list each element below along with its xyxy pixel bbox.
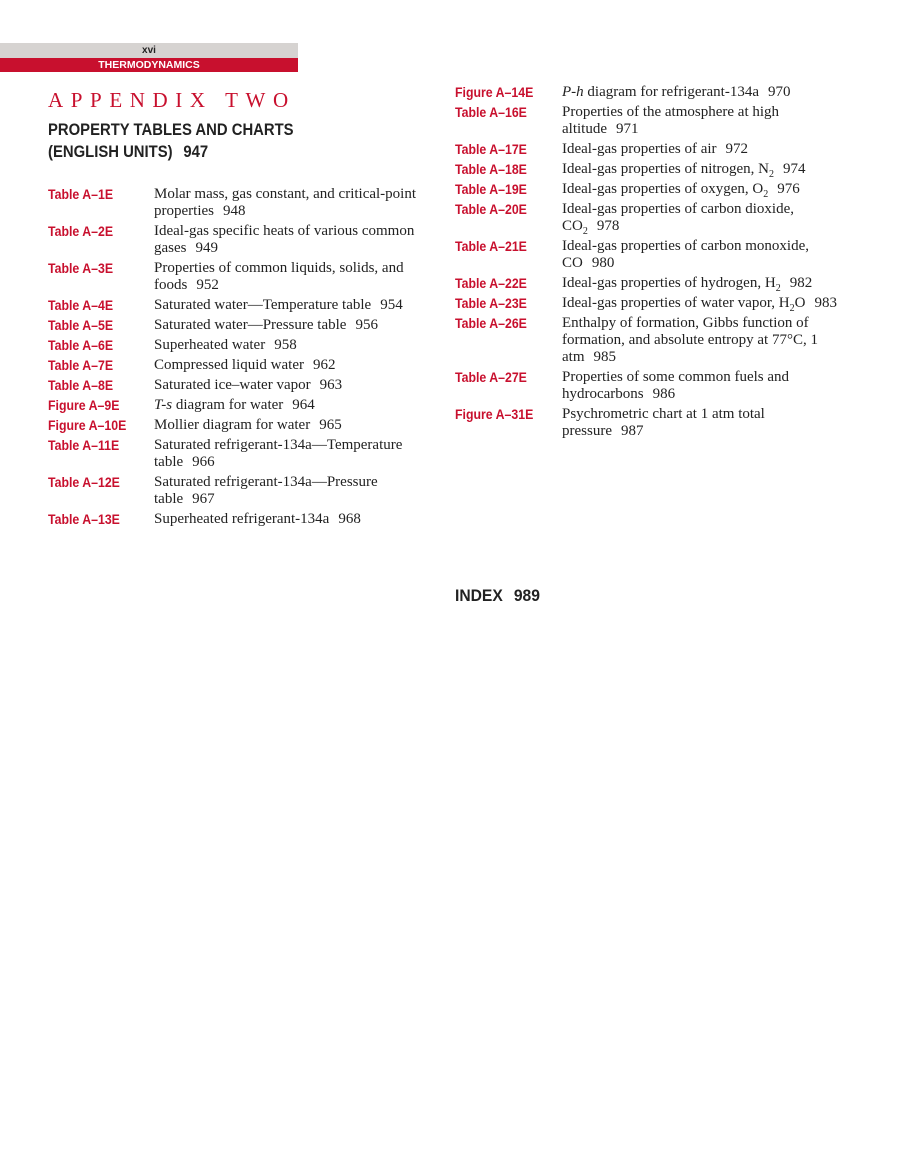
toc-entry-label: Figure A–10E <box>48 417 127 433</box>
toc-entry-text: Superheated refrigerant-134a <box>154 511 330 527</box>
toc-entry[interactable] <box>48 377 420 394</box>
toc-entry[interactable] <box>48 260 420 294</box>
toc-entry-label: Table A–19E <box>455 181 527 197</box>
toc-entry-text: Properties of common liquids, solids, and foods <box>154 260 404 293</box>
toc-entry-page-number: 962 <box>312 357 336 373</box>
index-page-number: 989 <box>513 586 540 605</box>
toc-entry-label: Table A–8E <box>48 377 114 393</box>
toc-entry-label: Table A–21E <box>455 238 527 254</box>
toc-entry-subscript: 2 <box>769 169 775 180</box>
toc-entry-page-number: 948 <box>222 203 246 219</box>
toc-entry-subscript: 2 <box>775 283 781 294</box>
toc-entry-page-number: 978 <box>596 218 620 234</box>
toc-entry-page-number: 966 <box>192 454 215 470</box>
toc-entry-text: Properties of some common fuels and hydrocarbons <box>562 369 790 402</box>
toc-entry[interactable] <box>48 223 420 257</box>
section-title <box>48 119 294 163</box>
toc-entry[interactable] <box>48 337 420 354</box>
toc-entry-text: Saturated ice–water vapor <box>154 377 311 393</box>
toc-entry-page-number: 982 <box>789 275 813 291</box>
toc-entry-text: Ideal-gas specific heats of various common gases <box>154 223 415 256</box>
appendix-label: APPENDIX TWO <box>48 88 296 112</box>
toc-entry-description <box>154 397 420 414</box>
toc-entry-description <box>562 406 845 440</box>
toc-entry-page-number: 971 <box>616 121 639 137</box>
toc-entry-page-number: 954 <box>380 297 403 313</box>
toc-entry-label: Table A–11E <box>48 437 120 453</box>
toc-entry-description <box>562 104 845 138</box>
toc-entry[interactable] <box>455 141 845 158</box>
running-head: THERMODYNAMICS <box>0 58 298 72</box>
toc-entry[interactable] <box>455 84 845 101</box>
toc-entry-text: Superheated water <box>154 337 266 353</box>
toc-entry-description <box>562 315 845 366</box>
toc-entry[interactable] <box>455 275 845 292</box>
toc-entry-label: Table A–3E <box>48 260 114 276</box>
toc-entry[interactable] <box>455 406 845 440</box>
toc-entry-label: Table A–20E <box>455 201 527 217</box>
toc-entry[interactable] <box>48 397 420 414</box>
toc-entry-page-number: 980 <box>591 255 615 271</box>
toc-entry-label: Figure A–9E <box>48 397 120 413</box>
toc-entry-description <box>154 357 420 374</box>
toc-entry-label: Table A–12E <box>48 474 120 490</box>
toc-entry[interactable] <box>455 315 845 366</box>
toc-entry-text: diagram for refrigerant-134a <box>583 84 759 100</box>
toc-entry[interactable] <box>48 186 420 220</box>
toc-entry-label: Table A–1E <box>48 186 114 202</box>
toc-entry-subscript: 2 <box>582 226 588 237</box>
toc-entry-description <box>562 201 845 235</box>
toc-entry-page-number: 952 <box>196 277 219 293</box>
toc-entry-text: Properties of the atmosphere at high altitude <box>562 104 780 137</box>
toc-entry-description <box>154 377 420 394</box>
toc-entry-description <box>154 417 420 434</box>
section-title-line1: PROPERTY TABLES AND CHARTS <box>48 121 294 139</box>
toc-entry-text: Saturated water—Pressure table <box>154 317 347 333</box>
toc-entry[interactable] <box>455 104 845 138</box>
toc-entry-label: Table A–16E <box>455 104 527 120</box>
toc-entry-text: Mollier diagram for water <box>154 417 311 433</box>
toc-entry-subscript: 2 <box>789 303 795 314</box>
index-label: INDEX <box>455 586 503 605</box>
toc-entry-text-suffix: O <box>794 295 806 311</box>
toc-entry-page-number: 986 <box>652 386 676 402</box>
toc-entry-label: Table A–26E <box>455 315 527 331</box>
toc-entry-description <box>154 337 420 354</box>
toc-entry-description <box>562 295 845 312</box>
page-number: xvi <box>0 43 298 58</box>
toc-entry[interactable] <box>48 297 420 314</box>
toc-entry-description <box>562 161 845 178</box>
index-entry[interactable] <box>455 586 540 606</box>
toc-entry-description <box>562 238 845 272</box>
toc-entry-subscript: 2 <box>763 189 769 200</box>
toc-entry-page-number: 974 <box>783 161 806 177</box>
toc-entry[interactable] <box>455 369 845 403</box>
toc-entry-text: Saturated water—Temperature table <box>154 297 372 313</box>
toc-entry-page-number: 972 <box>725 141 749 157</box>
toc-entry[interactable] <box>455 181 845 198</box>
toc-entry-label: Table A–5E <box>48 317 114 333</box>
toc-entry-description <box>562 275 845 292</box>
toc-entry-text: Saturated refrigerant-134a—Temperature table <box>154 437 403 470</box>
toc-entry-page-number: 958 <box>274 337 297 353</box>
toc-entry-page-number: 968 <box>338 511 361 527</box>
toc-left-column <box>48 186 420 531</box>
toc-entry-page-number: 949 <box>195 240 218 256</box>
toc-entry-text: Ideal-gas properties of hydrogen, H <box>562 275 776 291</box>
toc-entry[interactable] <box>48 511 420 528</box>
toc-entry[interactable] <box>455 201 845 235</box>
toc-entry-page-number: 987 <box>620 423 644 439</box>
toc-entry-description <box>154 260 420 294</box>
toc-entry-page-number: 976 <box>777 181 800 197</box>
toc-entry-label: Table A–18E <box>455 161 527 177</box>
toc-entry-page-number: 983 <box>814 295 837 311</box>
toc-entry-label: Table A–6E <box>48 337 114 353</box>
toc-entry-label: Table A–13E <box>48 511 120 527</box>
toc-entry-text: Ideal-gas properties of carbon monoxide, CO <box>562 238 809 271</box>
toc-entry-text: Saturated refrigerant-134a—Pressure table <box>154 474 378 507</box>
toc-entry-description <box>154 474 420 508</box>
toc-entry[interactable] <box>48 417 420 434</box>
toc-entry-text: Ideal-gas properties of oxygen, O <box>562 181 764 197</box>
toc-entry-label: Table A–4E <box>48 297 114 313</box>
toc-right-column <box>455 84 845 443</box>
toc-entry-description <box>562 181 845 198</box>
toc-entry-description <box>562 141 845 158</box>
toc-entry-label: Table A–23E <box>455 295 527 311</box>
toc-entry-description <box>154 317 420 334</box>
toc-entry-text: Ideal-gas properties of air <box>562 141 717 157</box>
toc-entry-text: diagram for water <box>172 397 284 413</box>
toc-entry-page-number: 963 <box>319 377 343 393</box>
toc-entry-label: Table A–2E <box>48 223 114 239</box>
toc-entry-label: Table A–7E <box>48 357 114 373</box>
toc-entry-page-number: 967 <box>192 491 215 507</box>
toc-entry-label: Table A–22E <box>455 275 527 291</box>
toc-entry-label: Table A–27E <box>455 369 527 385</box>
toc-entry-page-number: 970 <box>768 84 791 100</box>
toc-entry-description <box>154 297 420 314</box>
section-page-number: 947 <box>183 143 209 161</box>
toc-entry[interactable] <box>455 238 845 272</box>
toc-entry-italic-text: T-s <box>154 397 173 413</box>
toc-entry-description <box>154 186 420 220</box>
toc-entry[interactable] <box>48 357 420 374</box>
toc-entry-text: Ideal-gas properties of carbon dioxide, CO <box>562 201 794 234</box>
toc-entry[interactable] <box>455 161 845 178</box>
toc-entry-page-number: 964 <box>292 397 315 413</box>
toc-entry-description <box>562 369 845 403</box>
toc-entry-text: Psychrometric chart at 1 atm total pressure <box>562 406 765 439</box>
toc-entry[interactable] <box>455 295 845 312</box>
toc-entry-page-number: 965 <box>319 417 342 433</box>
toc-entry-description <box>562 84 845 101</box>
toc-entry-italic-text: P-h <box>562 84 584 100</box>
toc-entry-text: Ideal-gas properties of nitrogen, N <box>562 161 770 177</box>
toc-entry-text: Enthalpy of formation, Gibbs function of formation, and absolute entropy at 77°C, 1 atm <box>562 315 818 365</box>
toc-entry-label: Table A–17E <box>455 141 527 157</box>
toc-entry-page-number: 985 <box>593 349 616 365</box>
toc-entry-description <box>154 437 420 471</box>
section-title-line2: (ENGLISH UNITS) <box>48 143 173 161</box>
toc-entry-description <box>154 511 420 528</box>
toc-entry-label: Figure A–14E <box>455 84 534 100</box>
toc-entry[interactable] <box>48 317 420 334</box>
toc-entry-text: Compressed liquid water <box>154 357 304 373</box>
toc-entry-label: Figure A–31E <box>455 406 534 422</box>
toc-entry[interactable] <box>48 437 420 471</box>
toc-entry-description <box>154 223 420 257</box>
toc-entry[interactable] <box>48 474 420 508</box>
toc-entry-text: Molar mass, gas constant, and critical-point properties <box>154 186 417 219</box>
toc-entry-page-number: 956 <box>355 317 378 333</box>
toc-entry-text: Ideal-gas properties of water vapor, H <box>562 295 790 311</box>
